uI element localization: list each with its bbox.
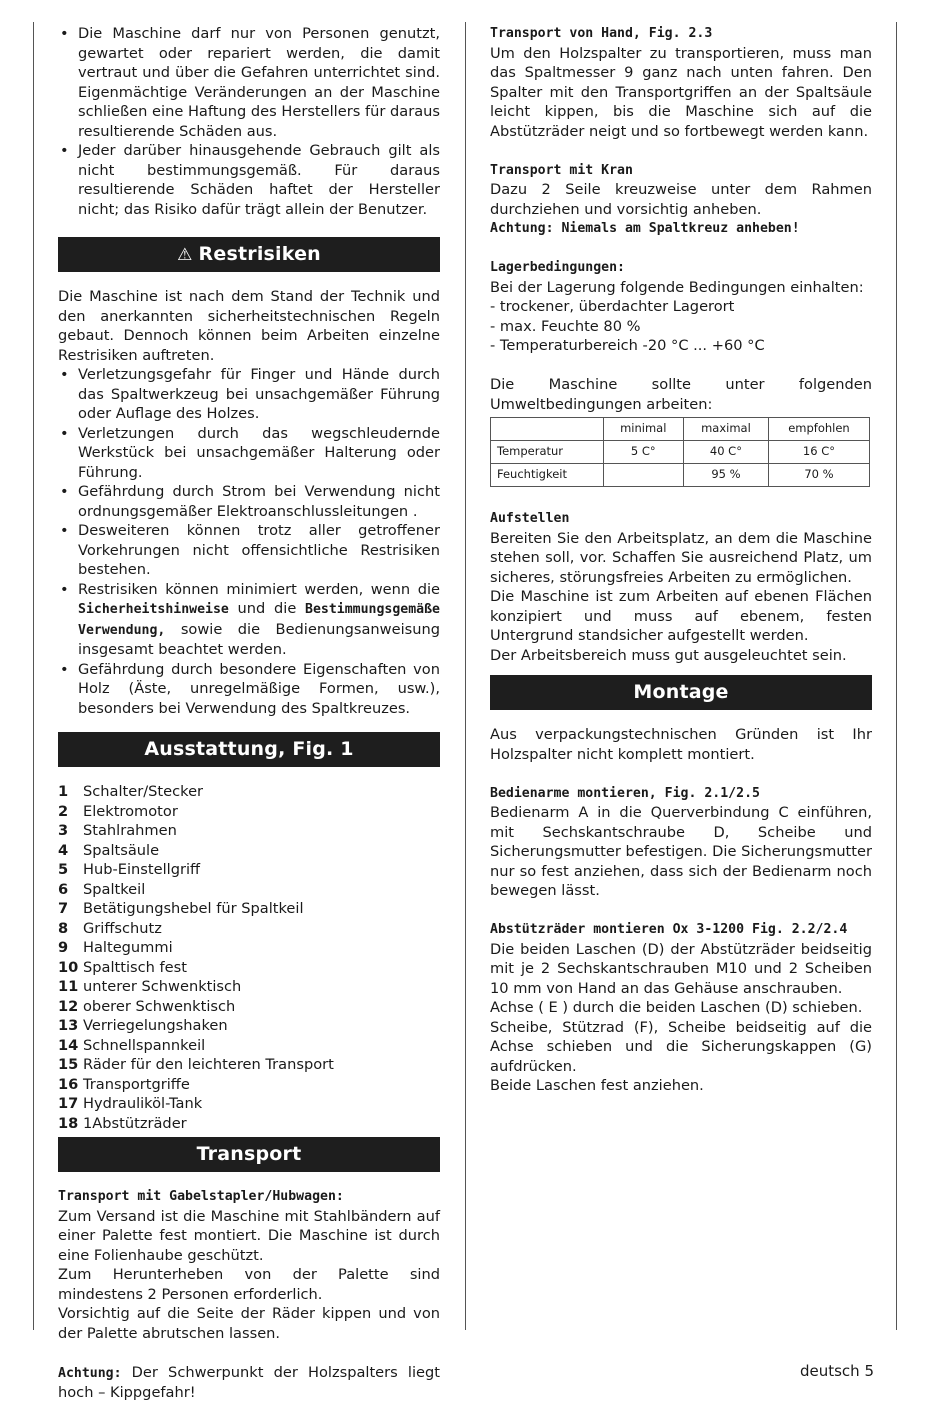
subheading-transport-kran: Transport mit Kran (490, 162, 633, 178)
table-header-cell (491, 418, 604, 441)
restrisiken-intro: Die Maschine ist nach dem Stand der Technik und den anerkannten sicherheitstechnischen Regeln gebaut. Dennoch können beim Arbeiten einzelne Restrisiken auftreten. (58, 288, 440, 364)
right-column (490, 24, 872, 1096)
column-divider-line (465, 22, 466, 1330)
list-item (58, 860, 334, 880)
subheading-transport-hand: Transport von Hand, Fig. 2.3 (490, 26, 713, 41)
part-number: 8 (58, 919, 69, 937)
paragraph: Die beiden Laschen (D) der Abstützräder beidseitig mit je 2 Sechskantschrauben M10 und 2 Scheiben 10 mm von Hand an das Gehäuse anschrauben. (490, 940, 872, 997)
part-number: 13 (58, 1017, 79, 1034)
subheading-bedienarme: Bedienarme montieren, Fig. 2.1/2.5 (490, 785, 760, 801)
paragraph: Beide Laschen fest anziehen. (490, 1077, 704, 1094)
table-cell: 5 C° (603, 441, 683, 464)
section-heading-restrisiken (58, 237, 440, 272)
list-item: • Desweiteren können trotz aller getroffener Vorkehrungen nicht offensichtliche Restrisiken bestehen. (58, 521, 440, 580)
list-item (58, 1055, 334, 1075)
warning-label: Achtung: (58, 1365, 122, 1381)
paragraph: Bei der Lagerung folgende Bedingungen einhalten: (490, 278, 864, 296)
part-label: Räder für den leichteren Transport (83, 1056, 334, 1073)
part-label: Griffschutz (83, 919, 162, 937)
part-number: 2 (58, 802, 69, 820)
part-number: 9 (58, 939, 69, 956)
list-item (58, 1036, 334, 1056)
paragraph: Dazu 2 Seile kreuzweise unter dem Rahmen durchziehen und vorsichtig anheben. (490, 181, 872, 218)
part-label: Elektromotor (83, 802, 178, 820)
text-run: und die (228, 600, 306, 617)
list-item (58, 880, 334, 900)
list-item (58, 977, 334, 997)
part-number: 7 (58, 900, 69, 917)
section-heading-transport: Transport (58, 1137, 440, 1172)
warning-triangle-icon: ⚠ (177, 245, 193, 265)
part-number: 10 (58, 958, 79, 976)
part-label: Schalter/Stecker (83, 783, 204, 800)
part-label: Spalttisch fest (83, 958, 187, 976)
kran-warning: Achtung: Niemals am Spaltkreuz anheben! (490, 221, 800, 236)
list-item (58, 1016, 334, 1036)
paragraph: Zum Versand ist die Maschine mit Stahlbändern auf einer Palette fest montiert. Die Maschine ist durch eine Folienhaube geschützt. (58, 1207, 440, 1264)
list-item (58, 958, 334, 978)
list-item: • Gefährdung durch besondere Eigenschaften von Holz (Äste, unregelmäßige Formen, usw.), besonders bei Verwendung des Spaltkreuzes. (58, 660, 440, 719)
part-number: 18 (58, 1114, 79, 1132)
parts-list (58, 782, 334, 1133)
warning-paragraph (58, 1363, 440, 1403)
part-label: Betätigungshebel für Spaltkeil (83, 900, 304, 917)
table-row (491, 441, 870, 464)
part-number: 4 (58, 841, 69, 859)
paragraph: Der Arbeitsbereich muss gut ausgeleuchtet sein. (490, 646, 847, 664)
intro-bullet-list (58, 24, 440, 219)
part-number: 11 (58, 978, 79, 995)
text-run: sowie die Bedienungsanweisung insgesamt beachtet werden. (78, 620, 440, 658)
table-header-cell: maximal (683, 418, 768, 441)
paragraph: Aus verpackungstechnischen Gründen ist Ihr Holzspalter nicht komplett montiert. (490, 726, 872, 763)
list-item (58, 899, 334, 919)
right-margin-line (896, 22, 897, 1330)
list-item: - max. Feuchte 80 % (490, 317, 641, 335)
list-item: • Gefährdung durch Strom bei Verwendung nicht ordnungsgemäßer Elektroanschlussleitungen . (58, 482, 440, 521)
warning-text: Der Schwerpunkt der Holzspalters liegt hoch – Kippgefahr! (58, 1363, 440, 1401)
subheading-lager: Lagerbedingungen: (490, 260, 625, 275)
list-item (58, 919, 334, 939)
part-number: 6 (58, 880, 69, 898)
part-label: Verriegelungshaken (83, 1017, 228, 1034)
list-item (58, 782, 334, 802)
list-item: • Die Maschine darf nur von Personen genutzt, gewartet oder repariert werden, die damit vertraut und über die Gefahren unterrichtet sind. Eigenmächtige Veränderungen an der Maschine schließen eine Haftung des Herstellers für daraus resultierende Schäden aus. (58, 24, 440, 141)
table-cell: 95 % (683, 464, 768, 487)
table-cell: 40 C° (683, 441, 768, 464)
table-header-row (491, 418, 870, 441)
list-item (58, 841, 334, 861)
paragraph: Vorsichtig auf die Seite der Räder kippen und von der Palette abrutschen lassen. (58, 1305, 440, 1342)
paragraph: Achse ( E ) durch die beiden Laschen (D) schieben. (490, 999, 863, 1016)
emphasis-safety: Sicherheitshinweise (78, 602, 229, 617)
part-label: oberer Schwenktisch (83, 997, 236, 1015)
table-cell: 16 C° (768, 441, 869, 464)
part-label: 1Abstützräder (83, 1114, 187, 1132)
table-header-cell: minimal (603, 418, 683, 441)
section-heading-montage: Montage (490, 675, 872, 710)
part-label: Stahlrahmen (83, 822, 177, 839)
table-cell: Temperatur (491, 441, 604, 464)
paragraph: Bereiten Sie den Arbeitsplatz, an dem die Maschine stehen soll, vor. Schaffen Sie ausreichend Platz, um sicheres, störungsfreies Arbeiten zu ermöglichen. (490, 529, 872, 586)
section-heading-ausstattung: Ausstattung, Fig. 1 (58, 732, 440, 767)
restrisiken-bullet-list (58, 365, 440, 718)
part-label: Spaltkeil (83, 880, 146, 898)
paragraph: Zum Herunterheben von der Palette sind mindestens 2 Personen erforderlich. (58, 1266, 440, 1303)
list-item (58, 802, 334, 822)
list-item: - trockener, überdachter Lagerort (490, 298, 735, 315)
part-label: Hub-Einstellgriff (83, 861, 201, 878)
part-label: Spaltsäule (83, 841, 160, 859)
part-number: 16 (58, 1075, 79, 1093)
environment-table (490, 417, 870, 487)
paragraph: Die Maschine sollte unter folgenden Umweltbedingungen arbeiten: (490, 376, 872, 413)
part-number: 15 (58, 1056, 79, 1073)
paragraph: Um den Holzspalter zu transportieren, muss man das Spaltmesser 9 ganz nach unten fahren. Den Spalter mit den Transportgriffen an der Spaltsäule leicht kippen, bis die Maschine sich auf die Abstützräder neigt und so fortbewegt werden kann. (490, 44, 872, 140)
left-column (58, 24, 440, 1403)
part-label: Transportgriffe (83, 1075, 190, 1093)
part-number: 12 (58, 997, 79, 1015)
part-number: 5 (58, 861, 69, 878)
part-label: Hydrauliköl-Tank (83, 1095, 203, 1112)
list-item (58, 821, 334, 841)
part-label: unterer Schwenktisch (83, 978, 242, 995)
part-number: 3 (58, 822, 69, 839)
list-item (58, 580, 440, 660)
part-label: Haltegummi (83, 939, 173, 956)
subheading-abstuetzraeder: Abstützräder montieren Ox 3-1200 Fig. 2.2/2.4 (490, 922, 848, 937)
section-heading-text: Restrisiken (198, 243, 321, 265)
list-item (58, 938, 334, 958)
list-item: • Verletzungen durch das wegschleudernde Werkstück bei unsachgemäßer Halterung oder Führung. (58, 424, 440, 483)
table-cell (603, 464, 683, 487)
paragraph: Die Maschine ist zum Arbeiten auf ebenen Flächen konzipiert und muss auf ebenem, festen Untergrund standsicher aufgestellt werden. (490, 588, 872, 644)
table-header-cell: empfohlen (768, 418, 869, 441)
table-cell: 70 % (768, 464, 869, 487)
list-item (58, 1094, 334, 1114)
list-item: • Jeder darüber hinausgehende Gebrauch gilt als nicht bestimmungsgemäß. Für daraus resultierende Schäden haftet der Hersteller nicht; das Risiko dafür trägt allein der Benutzer. (58, 141, 440, 219)
part-number: 17 (58, 1095, 79, 1112)
list-item (58, 1075, 334, 1095)
part-label: Schnellspannkeil (83, 1036, 206, 1054)
text-run: Restrisiken können minimiert werden, wenn die (78, 580, 440, 598)
table-row (491, 464, 870, 487)
page-footer: deutsch 5 (799, 1362, 874, 1380)
subheading-forklift: Transport mit Gabelstapler/Hubwagen: (58, 1189, 344, 1204)
emphasis-intended-use: Bestimmungsgemäße Verwendung, (78, 602, 440, 638)
left-margin-line (33, 22, 34, 1330)
subheading-aufstellen: Aufstellen (490, 511, 570, 526)
paragraph: Scheibe, Stützrad (F), Scheibe beidseitig auf die Achse schieben und die Sicherungskappen (G) aufdrücken. (490, 1018, 872, 1075)
list-item (58, 1114, 334, 1134)
table-cell: Feuchtigkeit (491, 464, 604, 487)
list-item (58, 997, 334, 1017)
part-number: 14 (58, 1036, 79, 1054)
list-item: - Temperaturbereich -20 °C ... +60 °C (490, 337, 765, 354)
part-number: 1 (58, 783, 69, 800)
paragraph: Bedienarm A in die Querverbindung C einführen, mit Sechskantschraube D, Scheibe und Sicherungsmutter befestigen. Die Sicherungsmutter nur so fest anziehen, dass sich der Bedienarm noch bewegen lässt. (490, 804, 872, 899)
list-item: • Verletzungsgefahr für Finger und Hände durch das Spaltwerkzeug bei unsachgemäßer Führung oder Auflage des Holzes. (58, 365, 440, 424)
